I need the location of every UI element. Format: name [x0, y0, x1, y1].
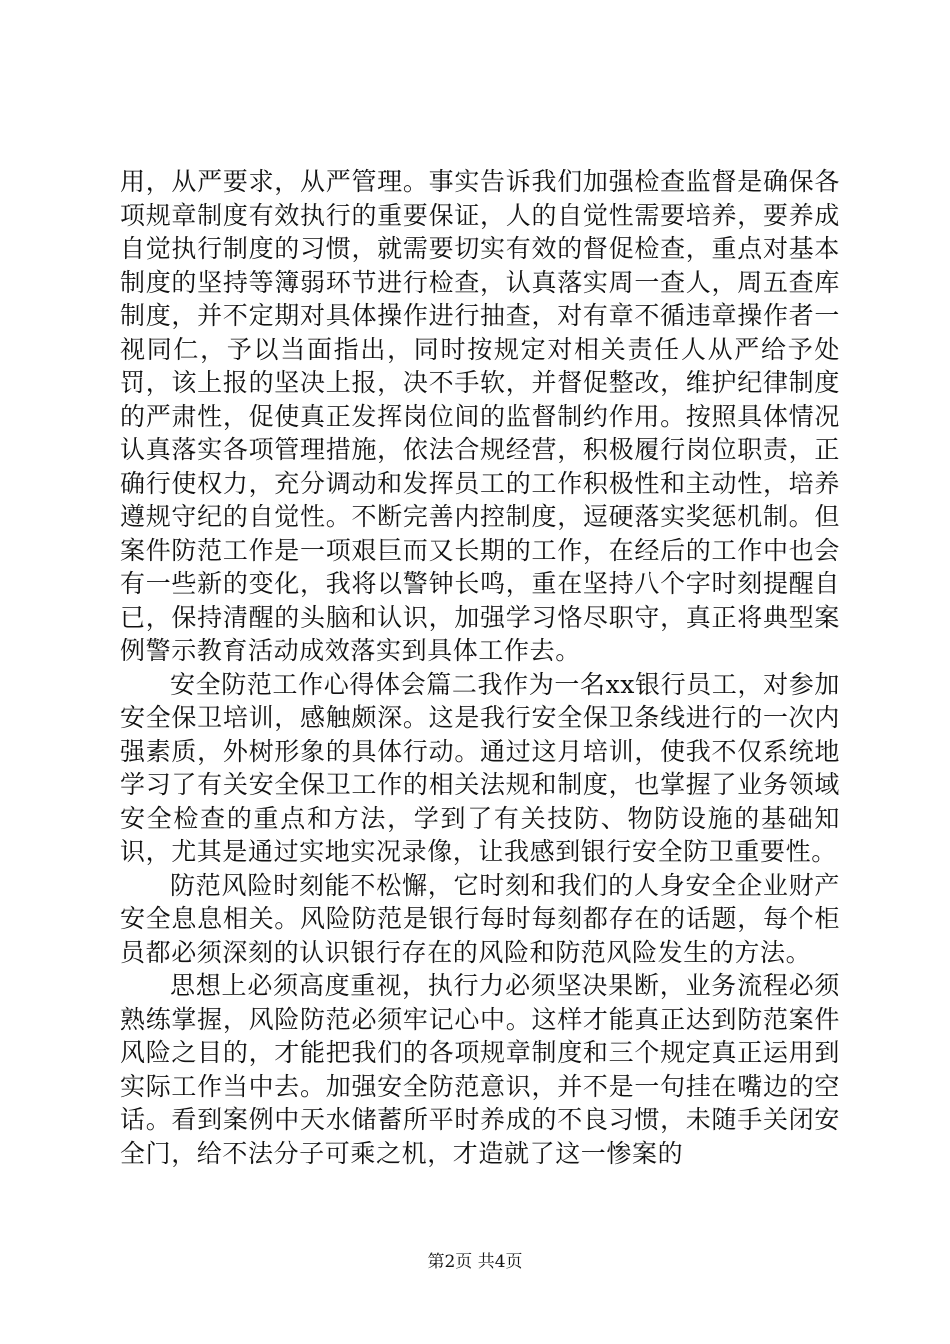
paragraph-1: 用，从严要求，从严管理。事实告诉我们加强检查监督是确保各项规章制度有效执行的重要保证，人的自觉性需要培养，要养成自觉执行制度的习惯，就需要切实有效的督促检查，重点对基本制度的坚持等簿弱环节进行检查，认真落实周一查人，周五查库制度，并不定期对具体操作进行抽查，对有章不循违章操作者一视同仁，予以当面指出，同时按规定对相关责任人从严给予处罚，该上报的坚决上报，决不手软，并督促整改，维护纪律制度的严肃性，促使真正发挥岗位间的监督制约作用。按照具体情况认真落实各项管理措施，依法合规经营，积极履行岗位职责，正确行使权力，充分调动和发挥员工的工作积极性和主动性，培养遵规守纪的自觉性。不断完善内控制度，逗硬落实奖惩机制。但案件防范工作是一项艰巨而又长期的工作，在经后的工作中也会有一些新的变化，我将以警钟长鸣，重在坚持八个字时刻提醒自已，保持清醒的头脑和认识，加强学习恪尽职守，真正将典型案例警示教育活动成效落实到具体工作去。 — [120, 167, 840, 665]
paragraph-2: 安全防范工作心得体会篇二我作为一名xx银行员工，对参加安全保卫培训，感触颇深。这是我行安全保卫条线进行的一次内强素质，外树形象的具体行动。通过这月培训，使我不仅系统地学习了有关安全保卫工作的相关法规和制度，也掌握了业务领域安全检查的重点和方法，学到了有关技防、物防设施的基础知识，尤其是通过实地实况录像，让我感到银行安全防卫重要性。 — [120, 669, 840, 866]
page-footer: 第2页 共4页 — [427, 1252, 523, 1272]
document-body — [120, 165, 840, 1170]
paragraph-3: 防范风险时刻能不松懈，它时刻和我们的人身安全企业财产安全息息相关。风险防范是银行每时每刻都存在的话题，每个柜员都必须深刻的认识银行存在的风险和防范风险发生的方法。 — [120, 870, 840, 967]
paragraph-4: 思想上必须高度重视，执行力必须坚决果断，业务流程必须熟练掌握，风险防范必须牢记心中。这样才能真正达到防范案件风险之目的，才能把我们的各项规章制度和三个规定真正运用到实际工作当中去。加强安全防范意识，并不是一句挂在嘴边的空话。看到案例中天水储蓄所平时养成的不良习惯，未随手关闭安全门，给不法分子可乘之机，才造就了这一惨案的 — [120, 971, 840, 1168]
